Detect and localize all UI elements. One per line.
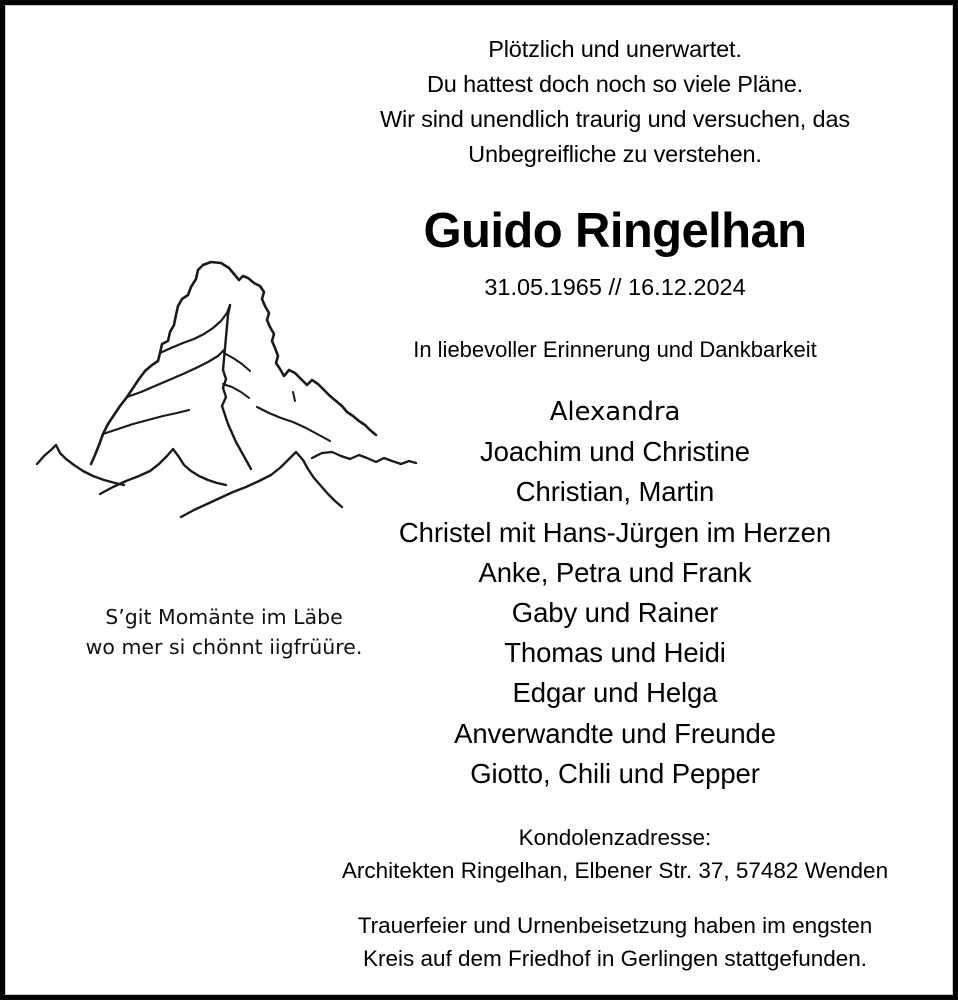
condolence-address: Architekten Ringelhan, Elbener Str. 37, 57482 Wenden	[341, 858, 889, 883]
survivor-name: Alexandra	[549, 397, 681, 427]
mountain-spur-upper	[224, 353, 250, 371]
survivors-list	[285, 392, 945, 794]
verse-line: Unbegreifliche zu verstehen.	[468, 141, 762, 167]
survivor-name: Giotto, Chili und Pepper	[470, 757, 760, 789]
mountain-central-gully	[222, 305, 251, 469]
survivor-name: Gaby und Rainer	[511, 597, 719, 629]
closing-note	[285, 909, 945, 975]
dialect-quote-line: S’git Momänte im Läbe	[105, 605, 343, 629]
dedication-line: In liebevoller Erinnerung und Dankbarkeit	[413, 337, 817, 362]
opening-verse	[285, 32, 945, 172]
closing-line: Kreis auf dem Friedhof in Gerlingen stattgefunden.	[362, 946, 868, 971]
survivor-name: Christel mit Hans-Jürgen im Herzen	[398, 516, 832, 548]
mountain-left-ridge	[91, 265, 203, 464]
closing-line: Trauerfeier und Urnenbeisetzung haben im engsten	[357, 913, 873, 938]
verse-line: Wir sind unendlich traurig und versuchen, das	[379, 106, 851, 132]
verse-line: Plötzlich und unerwartet.	[488, 36, 742, 62]
obituary-sheet	[5, 5, 953, 995]
condolence-label: Kondolenzadresse:	[518, 825, 712, 850]
condolence-block	[285, 821, 945, 887]
dialect-quote-line: wo mer si chönnt iigfrüüre.	[85, 635, 363, 659]
survivor-name: Anke, Petra und Frank	[478, 556, 752, 588]
survivor-name: Edgar und Helga	[512, 677, 718, 709]
survivor-name: Christian, Martin	[515, 476, 715, 508]
verse-line: Du hattest doch noch so viele Pläne.	[426, 71, 804, 97]
survivor-name: Joachim und Christine	[480, 436, 750, 468]
deceased-name: Guido Ringelhan	[423, 204, 807, 258]
mountain-spur-lower	[223, 384, 249, 398]
foothill-left	[37, 445, 124, 485]
survivor-name: Thomas und Heidi	[504, 637, 726, 669]
foothill-center	[100, 449, 226, 494]
deceased-dates: 31.05.1965 // 16.12.2024	[484, 274, 746, 300]
survivor-name: Anverwandte und Freunde	[454, 717, 776, 749]
